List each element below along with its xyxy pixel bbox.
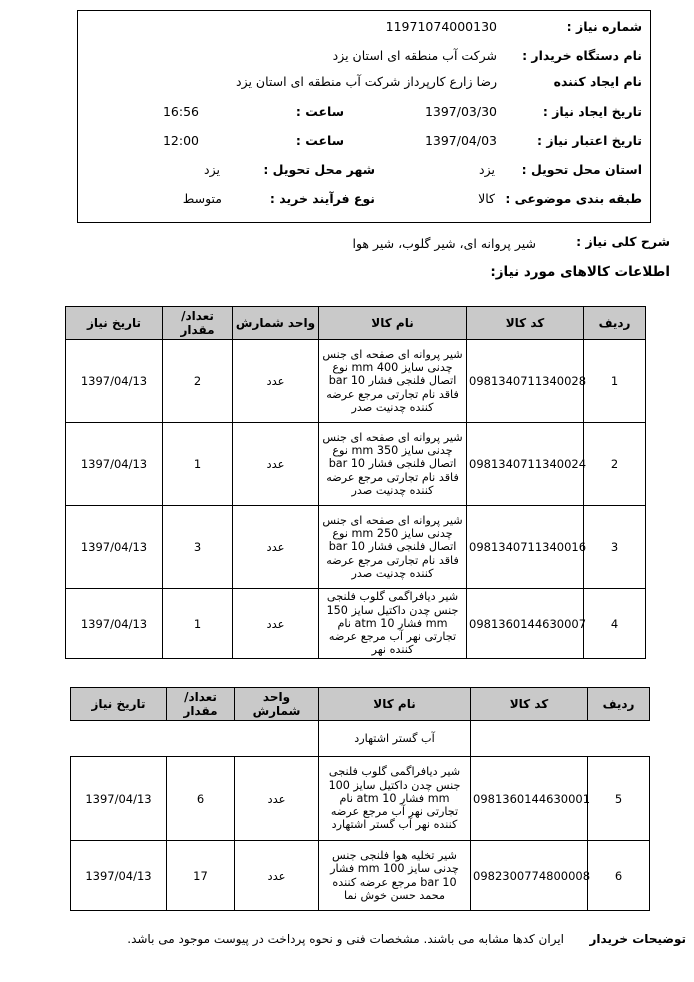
buyer-org-value: شرکت آب منطقه ای استان یزد [332, 48, 497, 63]
valid-date-row [78, 133, 650, 157]
col-code: کد کالا [471, 688, 588, 721]
table-row [66, 340, 646, 423]
col-date: تاریخ نیاز [71, 688, 167, 721]
created-date-label: تاریخ ایجاد نیاز : [542, 104, 642, 119]
category-row [78, 191, 650, 215]
item-unit: عدد [233, 423, 319, 506]
need-number-label: شماره نیاز : [566, 19, 642, 34]
continuation-row [71, 721, 650, 757]
buyer-org-label: نام دستگاه خریدار : [522, 48, 642, 63]
items-title: اطلاعات کالاهای مورد نیاز: [490, 264, 670, 280]
table-row [66, 423, 646, 506]
col-qty: تعداد/ مقدار [163, 307, 233, 340]
item-code: 0981340711340028 [467, 340, 584, 423]
table-header-row [66, 307, 646, 340]
item-qty: 2 [163, 340, 233, 423]
item-name: شیر پروانه ای صفحه ای جنس چدنی سایز 350 mm نوع اتصال فلنجی فشار 10 bar فاقد نام تجارتی مرجع عرضه کننده چدنیت صدر [319, 423, 467, 506]
summary-label: شرح کلی نیاز : [576, 234, 670, 249]
item-unit: عدد [235, 757, 319, 841]
delivery-province-value: یزد [479, 162, 495, 177]
table-header-row [71, 688, 650, 721]
delivery-row [78, 162, 650, 186]
created-date-value: 1397/03/30 [424, 104, 497, 119]
item-unit: عدد [233, 506, 319, 589]
valid-date-label: تاریخ اعتبار نیاز : [537, 133, 642, 148]
buyer-org-row [78, 48, 650, 72]
item-name: شیر پروانه ای صفحه ای جنس چدنی سایز 250 mm نوع اتصال فلنجی فشار 10 bar فاقد نام تجارتی مرجع عرضه کننده چدنیت صدر [319, 506, 467, 589]
delivery-city-label: شهر محل تحویل : [263, 162, 375, 177]
need-number-value: 11971074000130 [385, 19, 497, 34]
item-date: 1397/04/13 [66, 589, 163, 659]
created-time-label: ساعت : [295, 104, 344, 119]
item-name: شیر تخلیه هوا فلنجی جنس چدنی سایز 100 mm فشار 10 bar مرجع عرضه کننده محمد حسن خوش نما [319, 841, 471, 911]
item-date: 1397/04/13 [66, 340, 163, 423]
item-qty: 17 [167, 841, 235, 911]
row-number: 2 [584, 423, 646, 506]
item-date: 1397/04/13 [66, 423, 163, 506]
item-qty: 1 [163, 589, 233, 659]
item-date: 1397/04/13 [71, 757, 167, 841]
col-date: تاریخ نیاز [66, 307, 163, 340]
col-code: کد کالا [467, 307, 584, 340]
item-code: 0982300774800008 [471, 841, 588, 911]
creator-row [78, 74, 650, 98]
col-row: ردیف [584, 307, 646, 340]
delivery-city-value: یزد [204, 162, 220, 177]
summary-value: شیر پروانه ای، شیر گلوب، شیر هوا [352, 236, 536, 251]
item-code: 0981340711340024 [467, 423, 584, 506]
row-number: 6 [588, 841, 650, 911]
delivery-province-label: استان محل تحویل : [521, 162, 642, 177]
buyer-notes-text: ایران کدها مشابه می باشند. مشخصات فنی و نحوه پرداخت در پیوست موجود می باشد. [127, 932, 564, 946]
valid-time-label: ساعت : [295, 133, 344, 148]
item-qty: 3 [163, 506, 233, 589]
item-unit: عدد [235, 841, 319, 911]
row-number: 4 [584, 589, 646, 659]
col-name: نام کالا [319, 688, 471, 721]
row-number: 3 [584, 506, 646, 589]
creator-value: رضا زارع کارپرداز شرکت آب منطقه ای استان یزد [236, 74, 497, 89]
item-name: شیر پروانه ای صفحه ای جنس چدنی سایز 400 mm نوع اتصال فلنجی فشار 10 bar فاقد نام تجارتی مرجع عرضه کننده چدنیت صدر [319, 340, 467, 423]
item-name-continuation: آب گستر اشتهارد [319, 721, 471, 757]
items-table-2 [70, 687, 650, 911]
item-code: 0981360144630001 [471, 757, 588, 841]
item-code: 0981340711340016 [467, 506, 584, 589]
category-label: طبقه بندی موضوعی : [505, 191, 642, 206]
table-row [71, 841, 650, 911]
col-unit: واحد شمارش [233, 307, 319, 340]
table-row [66, 506, 646, 589]
category-value: کالا [478, 191, 495, 206]
col-unit: واحد شمارش [235, 688, 319, 721]
valid-time-value: 12:00 [162, 133, 199, 148]
item-unit: عدد [233, 340, 319, 423]
item-name: شیر دیافراگمی گلوب فلنجی جنس چدن داکتیل سایز 100 mm فشار 10 atm نام تجارتی نهر آب مرجع عرضه کننده نهر آب گستر اشتهارد [319, 757, 471, 841]
item-qty: 1 [163, 423, 233, 506]
process-type-label: نوع فرآیند خرید : [269, 191, 375, 206]
table-row [66, 589, 646, 659]
item-date: 1397/04/13 [71, 841, 167, 911]
item-unit: عدد [233, 589, 319, 659]
row-number: 1 [584, 340, 646, 423]
valid-date-value: 1397/04/03 [424, 133, 497, 148]
creator-label: نام ایجاد کننده [553, 74, 642, 89]
need-number-row [78, 19, 650, 43]
table-row [71, 757, 650, 841]
col-row: ردیف [588, 688, 650, 721]
item-name: شیر دیافراگمی گلوب فلنجی جنس چدن داکتیل سایز 150 mm فشار 10 atm نام تجارتی نهر آب مرجع عرضه کننده نهر [319, 589, 467, 659]
col-qty: تعداد/ مقدار [167, 688, 235, 721]
item-date: 1397/04/13 [66, 506, 163, 589]
created-date-row [78, 104, 650, 128]
item-code: 0981360144630007 [467, 589, 584, 659]
buyer-notes-label: توضیحات خریدار [589, 932, 686, 946]
row-number: 5 [588, 757, 650, 841]
item-qty: 6 [167, 757, 235, 841]
col-name: نام کالا [319, 307, 467, 340]
items-table-1 [65, 306, 646, 659]
process-type-value: متوسط [182, 191, 222, 206]
tender-info-box [77, 10, 651, 223]
created-time-value: 16:56 [162, 104, 199, 119]
